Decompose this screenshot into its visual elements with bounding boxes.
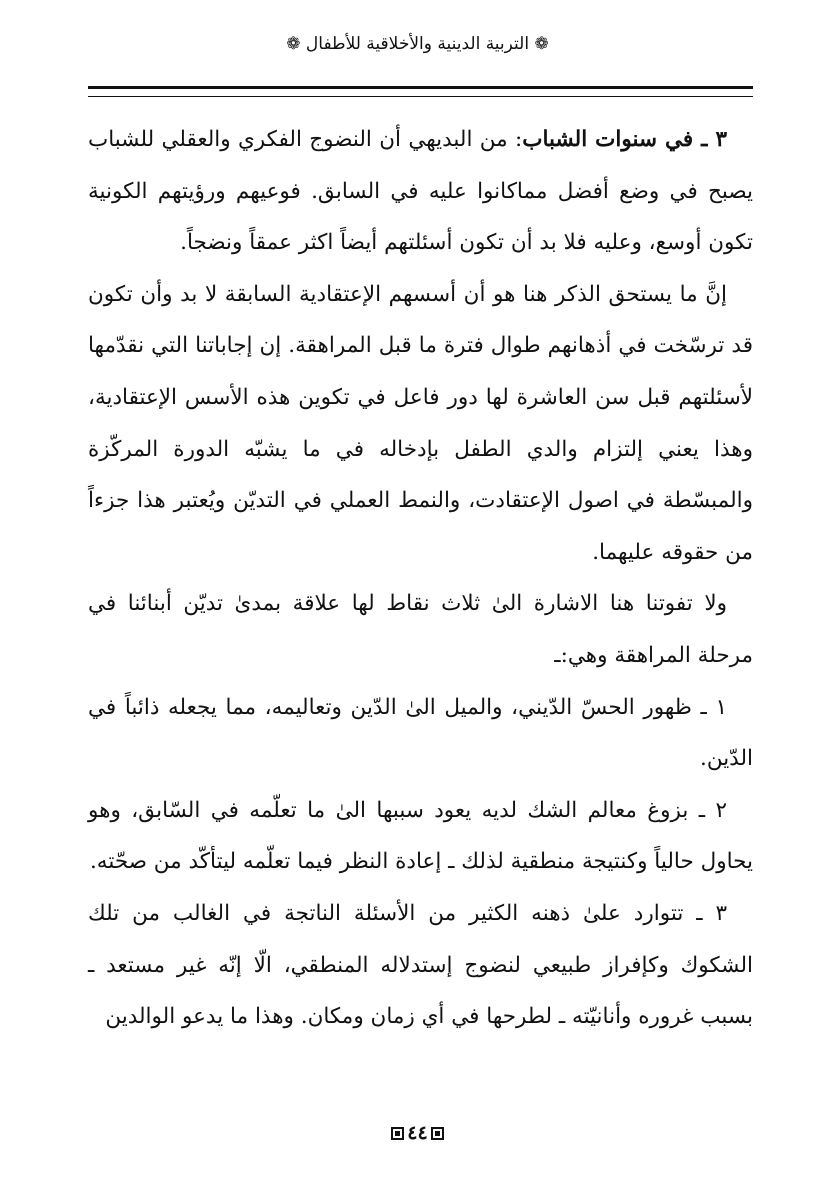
list-item-point-2: ٢ ـ بزوغ معالم الشك لديه يعود سببها الىٰ ما تعلّمه في السّابق، وهو يحاول حالياً وكنتيجة منطقية لذلك ـ إعادة النظر فيما تعلّمه ليتأكّد من صحّته. [88, 797, 753, 875]
header-rule-thick [88, 86, 753, 89]
paragraph-text: : من البديهي أن النضوج الفكري والعقلي للشباب يصبح في وضع أفضل مماكانوا عليه في السابق. فوعيهم ورؤيتهم الكونية تكون أوسع، وعليه فلا بد أن تكون أسئلتهم أيضاً اكثر عمقاً ونضجاً. [88, 127, 753, 256]
paragraph-three-points-intro: ولا تفوتنا هنا الاشارة الىٰ ثلاث نقاط لها علاقة بمدىٰ تديّن أبنائنا في مرحلة المراهقة وهي:ـ [88, 591, 753, 668]
list-item-point-1: ١ ـ ظهور الحسّ الدّيني، والميل الىٰ الدّين وتعاليمه، مما يجعله ذائباً في الدّين. [88, 694, 753, 772]
body-text [88, 114, 753, 1043]
header-rule-thin [88, 96, 753, 97]
section-lead: ٣ ـ في سنوات الشباب [522, 127, 727, 152]
ornament-square-icon [431, 1127, 444, 1140]
running-header: ❁ التربية الدينية والأخلاقية للأطفال ❁ [286, 34, 549, 54]
page-number: ٤٤ [407, 1122, 428, 1144]
paragraph-youth-years [88, 114, 753, 269]
paragraph-foundations: إنَّ ما يستحق الذكر هنا هو أن أسسهم الإعتقادية السابقة لا بد وأن تكون قد ترسّخت في أذهانهم طوال فترة ما قبل المراهقة. إن إجاباتنا التي نقدّمها لأسئلتهم قبل سن العاشرة لها دور فاعل في تكوين هذه الأسس الإعتقادية، وهذا يعني إلتزام والدي الطفل بإدخاله في ما يشبّه الدورة المركّزة والمبسّطة في اصول الإعتقادت، والنمط العملي في التديّن ويُعتبر هذا جزءاً من حقوقه عليهما. [88, 281, 753, 565]
page-number-footer [0, 1122, 835, 1144]
ornament-square-icon [391, 1127, 404, 1140]
list-item-point-3: ٣ ـ تتوارد علىٰ ذهنه الكثير من الأسئلة الناتجة في الغالب من تلك الشكوك وكإفراز طبيعي لنضوج إستدلاله المنطقي، الّا إنّه غير مستعد ـ بسبب غروره وأنانيّته ـ لطرحها في أي زمان ومكان. وهذا ما يدعو الوالدين [88, 900, 753, 1030]
